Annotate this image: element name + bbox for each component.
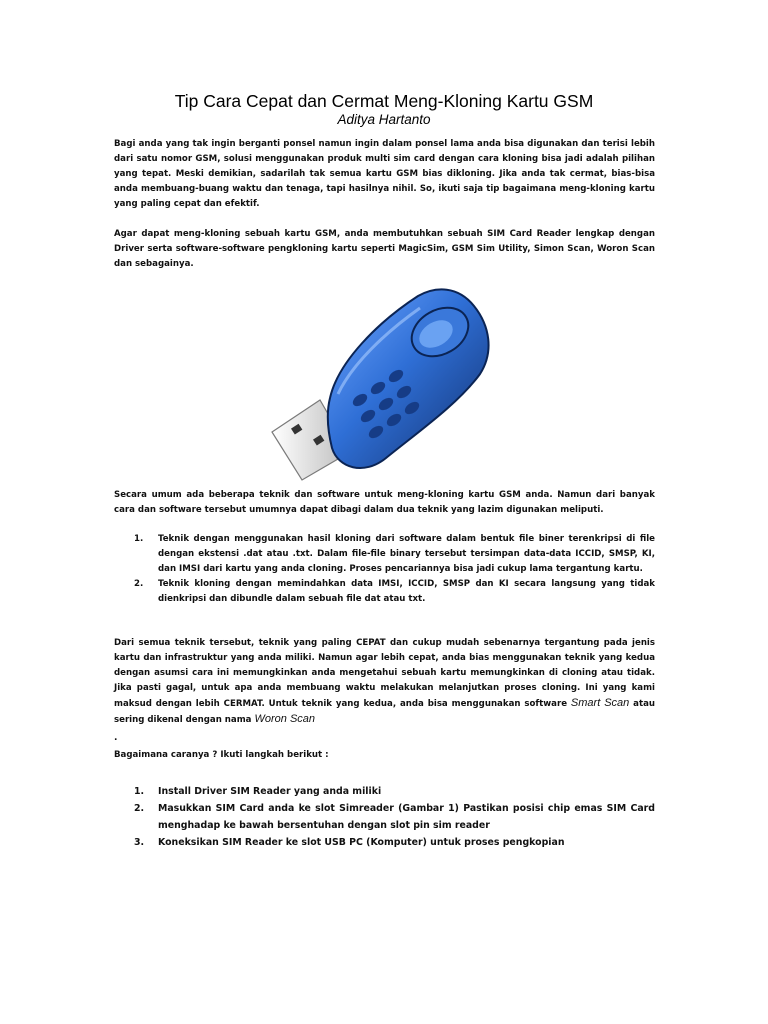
paragraph-techniques: Secara umum ada beberapa teknik dan software untuk meng-kloning kartu GSM anda. Namun dari banyak cara dan software tersebut umumnya dapat dibagi dalam dua teknik yang lazim digunakan meliputi. [114,490,655,516]
document-title: Tip Cara Cepat dan Cermat Meng-Kloning Kartu GSM [174,91,594,111]
paragraph-intro: Bagi anda yang tak ingin berganti ponsel namun ingin dalam ponsel lama anda bisa digunakan dan terisi lebih dari satu nomor GSM, solusi menggunakan produk multi sim card dengan cara kloning bisa jadi adalah pilihan yang tepat. Meski demikian, sadarilah tak semua kartu GSM bias dikloning. Jika anda tak cermat, bias-bisa anda membuang-buang waktu dan tenaga, tapi hasilnya nihil. So, ikuti saja tip bagaimana meng-kloning kartu yang paling cepat dan efektif. [114,139,655,210]
list-item-text: Install Driver SIM Reader yang anda miliki [158,786,382,797]
reader-body-icon [328,289,489,468]
software-name-woron-scan: Woron Scan [254,713,316,726]
list-item-text: Masukkan SIM Card anda ke slot Simreader (Gambar 1) Pastikan posisi chip emas SIM Card menghadap ke bawah bersentuhan dengan slot pin sim reader [158,803,655,831]
separator-dot: . [114,733,118,743]
list-item-number: 1. [134,534,144,544]
list-item [114,577,655,607]
list-item [114,800,655,834]
technique-list [114,532,655,607]
list-item-number: 2. [134,579,144,590]
paragraph-conclusion [114,636,655,729]
list-item-number: 3. [134,837,145,848]
list-item [114,532,655,577]
list-item-text: Koneksikan SIM Reader ke slot USB PC (Komputer) untuk proses pengkopian [158,837,565,848]
steps-list [114,783,655,851]
steps-intro: Bagaimana caranya ? Ikuti langkah berikut : [114,750,329,760]
list-item [114,783,655,800]
list-item-text: Teknik dengan menggunakan hasil kloning dari software dalam bentuk file biner terenkripsi di file dengan ekstensi .dat atau .txt. Dalam file-file binary tersebut tersimpan data-data ICCID, SMSP, KI, dan IMSI dari kartu yang anda cloning. Proses pencariannya bisa jadi cukup lama tergantung kartu. [158,534,655,575]
paragraph-requirements: Agar dapat meng-kloning sebuah kartu GSM, anda membutuhkan sebuah SIM Card Reader lengkap dengan Driver serta software-software pengkloning kartu seperti MagicSim, GSM Sim Utility, Simon Scan, Woron Scan dan sebagainya. [114,229,655,270]
document-author: Aditya Hartanto [337,112,431,127]
sim-reader-image [268,282,498,482]
list-item-number: 1. [134,786,145,797]
list-item [114,834,655,851]
conclusion-text-2: atau sering dikenal dengan nama [114,699,655,726]
list-item-number: 2. [134,803,145,814]
conclusion-text: Dari semua teknik tersebut, teknik yang paling CEPAT dan cukup mudah sebenarnya tergantung pada jenis kartu dan infrastruktur yang anda miliki. Namun agar lebih cepat, anda bias menggunakan teknik yang kedua dengan asumsi cara ini memungkinkan anda mengetahui sebuah kartu memungkinkan di cloning atau tidak. Jika pasti gagal, untuk apa anda membuang waktu melakukan melanjutkan proses cloning. Ini yang kami maksud dengan lebih CERMAT. Untuk teknik yang kedua, anda bisa menggunakan software [114,638,655,710]
software-name-smart-scan: Smart Scan [570,697,630,710]
list-item-text: Teknik kloning dengan memindahkan data IMSI, ICCID, SMSP dan KI secara langsung yang tidak dienkripsi dan dibundle dalam sebuah file dat atau txt. [158,579,655,605]
